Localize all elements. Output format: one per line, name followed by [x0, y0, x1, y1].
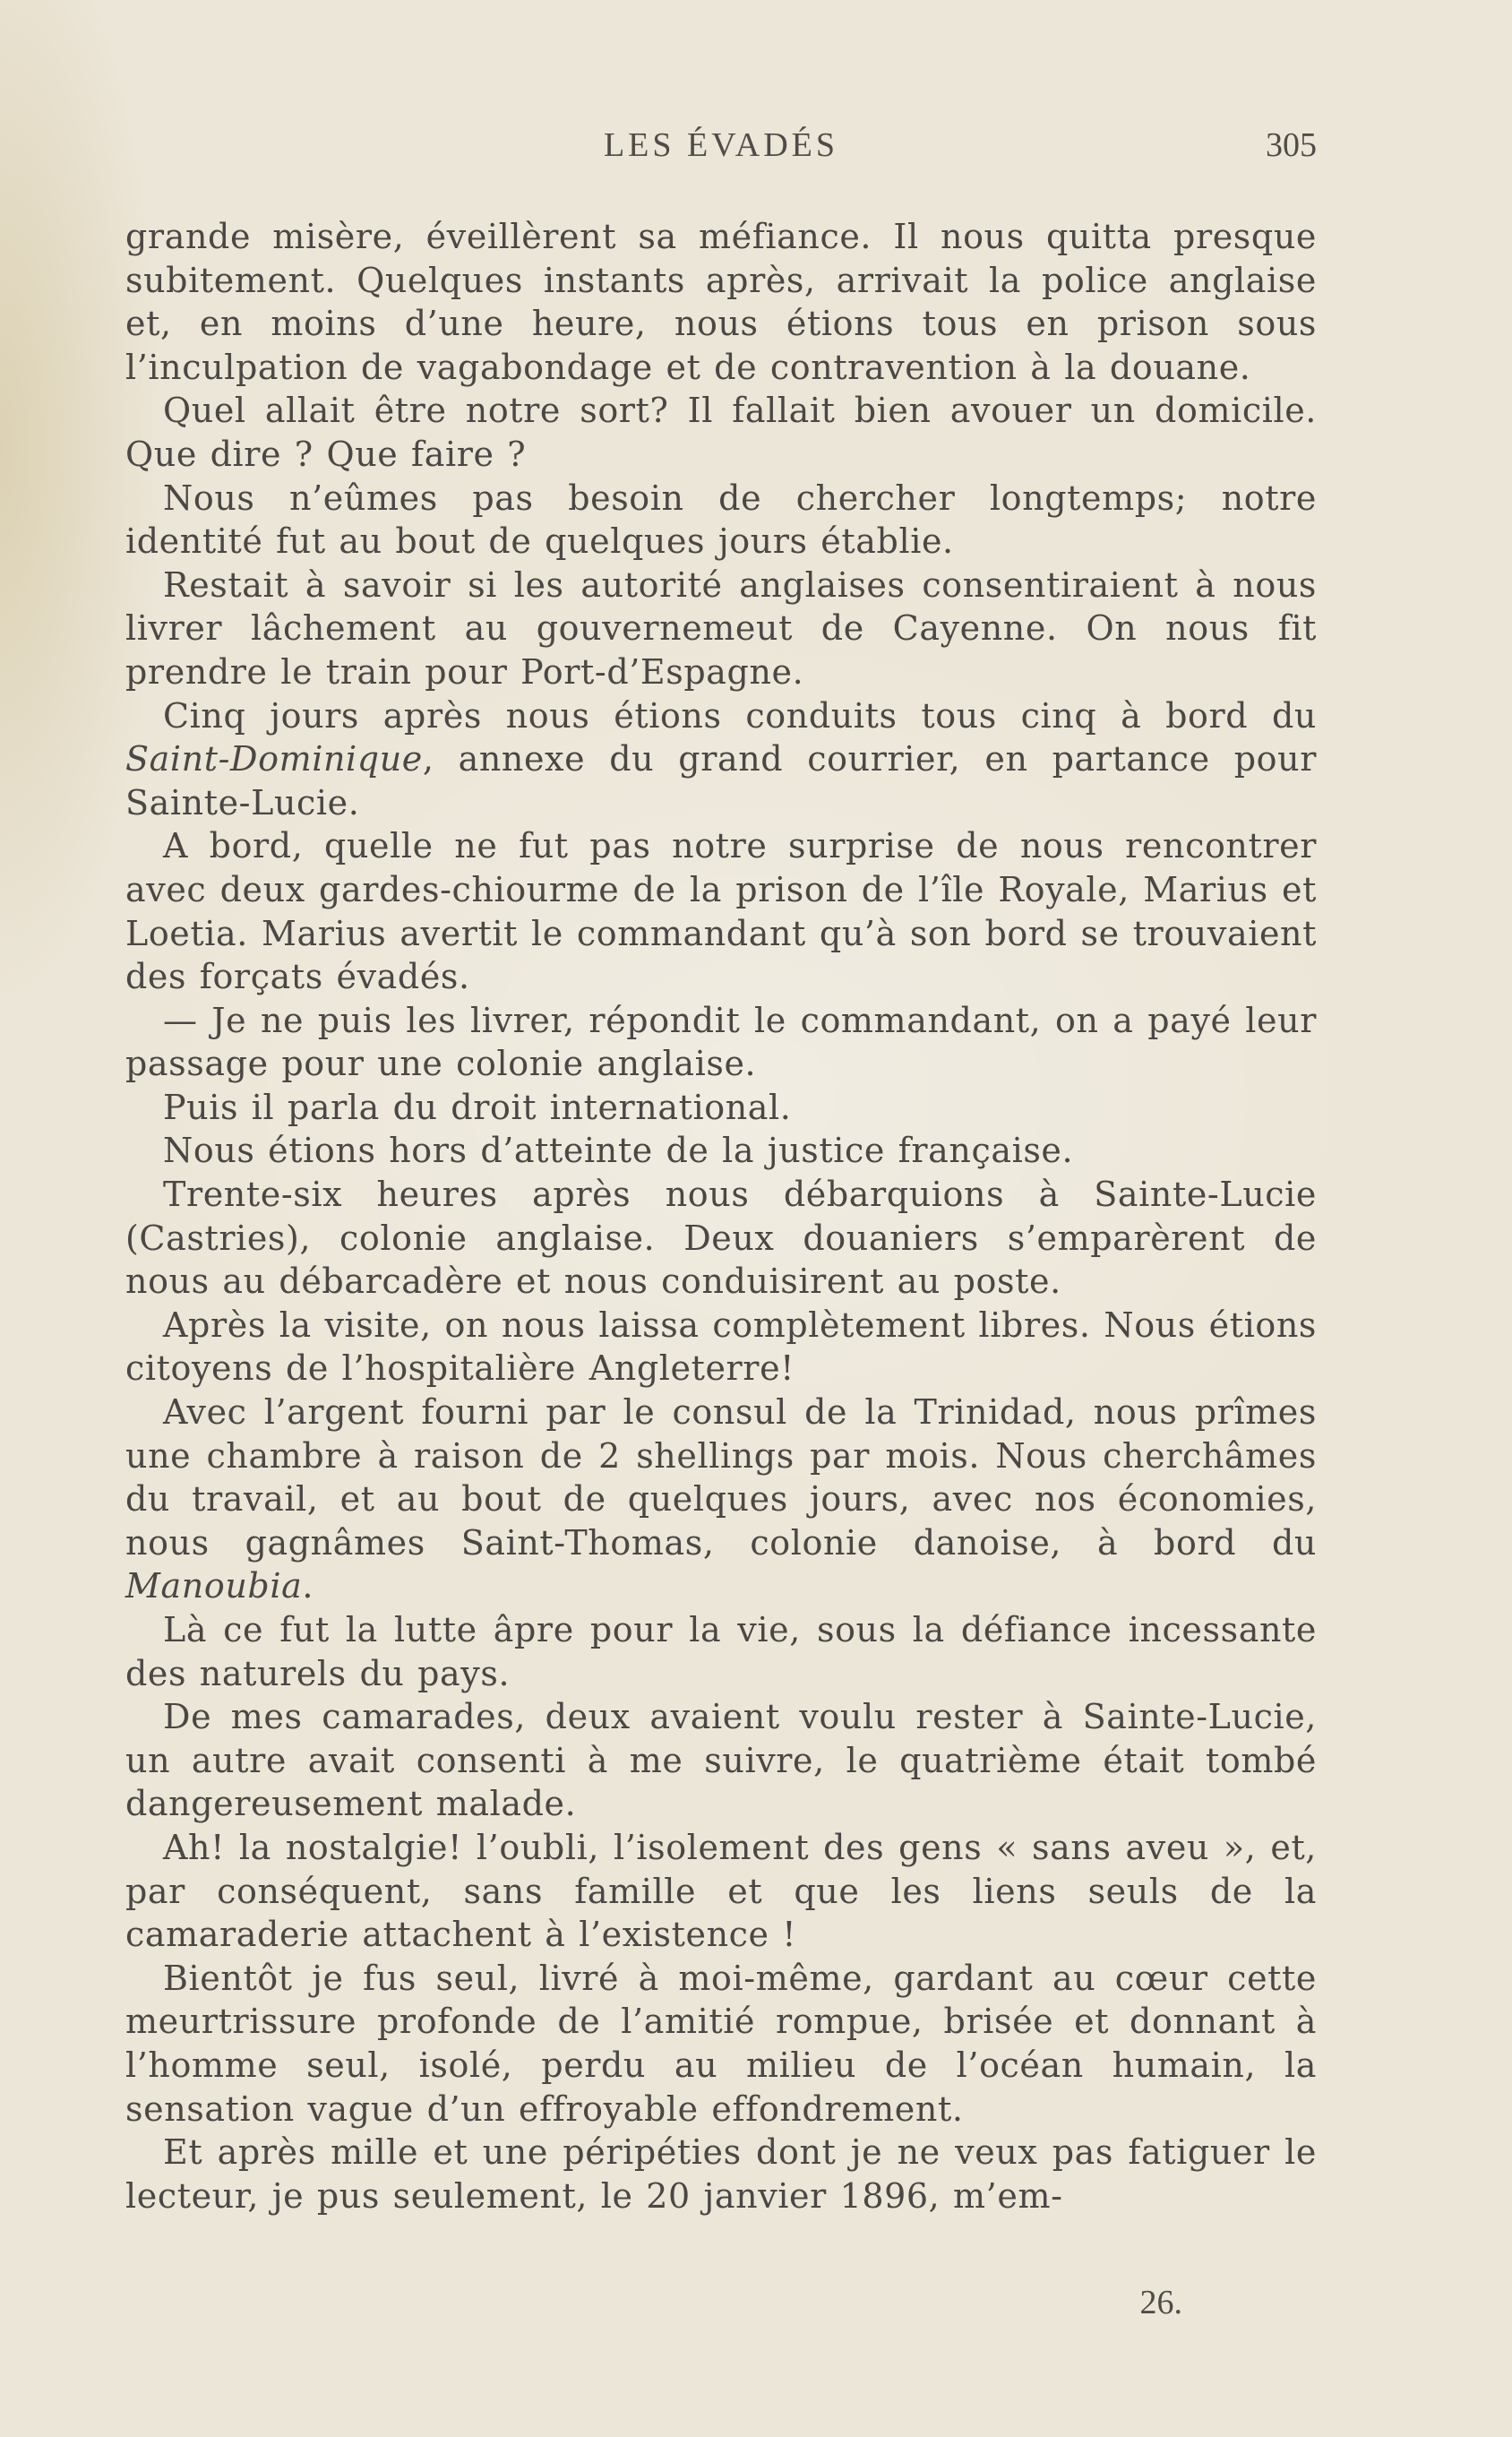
paragraph: Nous n’eûmes pas besoin de chercher longtemps; notre identité fut au bout de quelques jours établie. [125, 478, 1317, 562]
paragraph: grande misère, éveillèrent sa méfiance. Il nous quitta presque subitement. Quelques instants après, arrivait la police anglaise et, en moins d’une heure, nous étions tous en prison sous l’inculpation de vagabondage et de contravention à la douane. [125, 217, 1317, 387]
paragraph: Nous étions hors d’atteinte de la justice française. [163, 1131, 1074, 1171]
paragraph-text: Cinq jours après nous étions conduits tous cinq à bord du [163, 695, 1317, 736]
page-number: 305 [1266, 126, 1317, 164]
paragraph [125, 694, 1317, 825]
signature-mark: 26. [1139, 2284, 1182, 2321]
paragraph: A bord, quelle ne fut pas notre surprise de nous rencontrer avec deux gardes-chiourme de la prison de l’île Royale, Marius et Loetia. Marius avertit le commandant qu’à son bord se trouvaient des forçats évadés. [125, 826, 1317, 997]
ship-name: Saint-Dominique [125, 739, 423, 779]
paragraph: Ah! la nostalgie! l’oubli, l’isolement des gens « sans aveu », et, par conséquent, sans famille et que les liens seuls de la camaraderie attachent à l’existence ! [125, 1827, 1317, 1955]
paragraph: Là ce fut la lutte âpre pour la vie, sous la défiance incessante des naturels du pays. [125, 1610, 1317, 1693]
paragraph: Restait à savoir si les autorité anglaises consentiraient à nous livrer lâchement au gouvernemeut de Cayenne. On nous fit prendre le train pour Port-d’Espagne. [125, 564, 1317, 692]
ship-name: Manoubia [125, 1566, 303, 1606]
paragraph: Et après mille et une péripéties dont je ne veux pas fatiguer le lecteur, je pus seulement, le 20 janvier 1896, m’em- [125, 2132, 1317, 2216]
paragraph-text: , annexe du grand courrier, en partance pour Sainte-Lucie. [125, 739, 1317, 822]
book-page [125, 0, 1317, 2437]
paragraph: Quel allait être notre sort? Il fallait bien avouer un domicile. Que dire ? Que faire ? [125, 391, 1317, 474]
paragraph-text: . [302, 1566, 314, 1606]
body-text [125, 215, 1317, 2217]
paragraph: — Je ne puis les livrer, répondit le commandant, on a payé leur passage pour une colonie anglaise. [125, 1000, 1317, 1084]
paragraph: Trente-six heures après nous débarquions à Sainte-Lucie (Castries), colonie anglaise. Deux douaniers s’emparèrent de nous au débarcadère et nous conduisirent au poste. [125, 1175, 1317, 1302]
paragraph: De mes camarades, deux avaient voulu rester à Sainte-Lucie, un autre avait consenti à me suivre, le quatrième était tombé dangereusement malade. [125, 1697, 1317, 1824]
paragraph: Puis il parla du droit international. [163, 1087, 792, 1127]
paragraph-text: Avec l’argent fourni par le consul de la Trinidad, nous prîmes une chambre à raison de 2 shellings par mois. Nous cherchâmes du travail, et au bout de quelques jours, avec nos économies, nous gagnâmes Saint-Thomas, colonie danoise, à bord du [125, 1392, 1317, 1563]
paragraph: Bientôt je fus seul, livré à moi-même, gardant au cœur cette meurtrissure profonde de l’amitié rompue, brisée et donnant à l’homme seul, isolé, perdu au milieu de l’océan humain, la sensation vague d’un effroyable effondrement. [125, 1958, 1317, 2129]
paragraph [125, 1391, 1317, 1608]
running-header [125, 125, 1317, 170]
running-title: LES ÉVADÉS [603, 126, 839, 164]
paragraph: Après la visite, on nous laissa complètement libres. Nous étions citoyens de l’hospitalière Angleterre! [125, 1305, 1317, 1389]
